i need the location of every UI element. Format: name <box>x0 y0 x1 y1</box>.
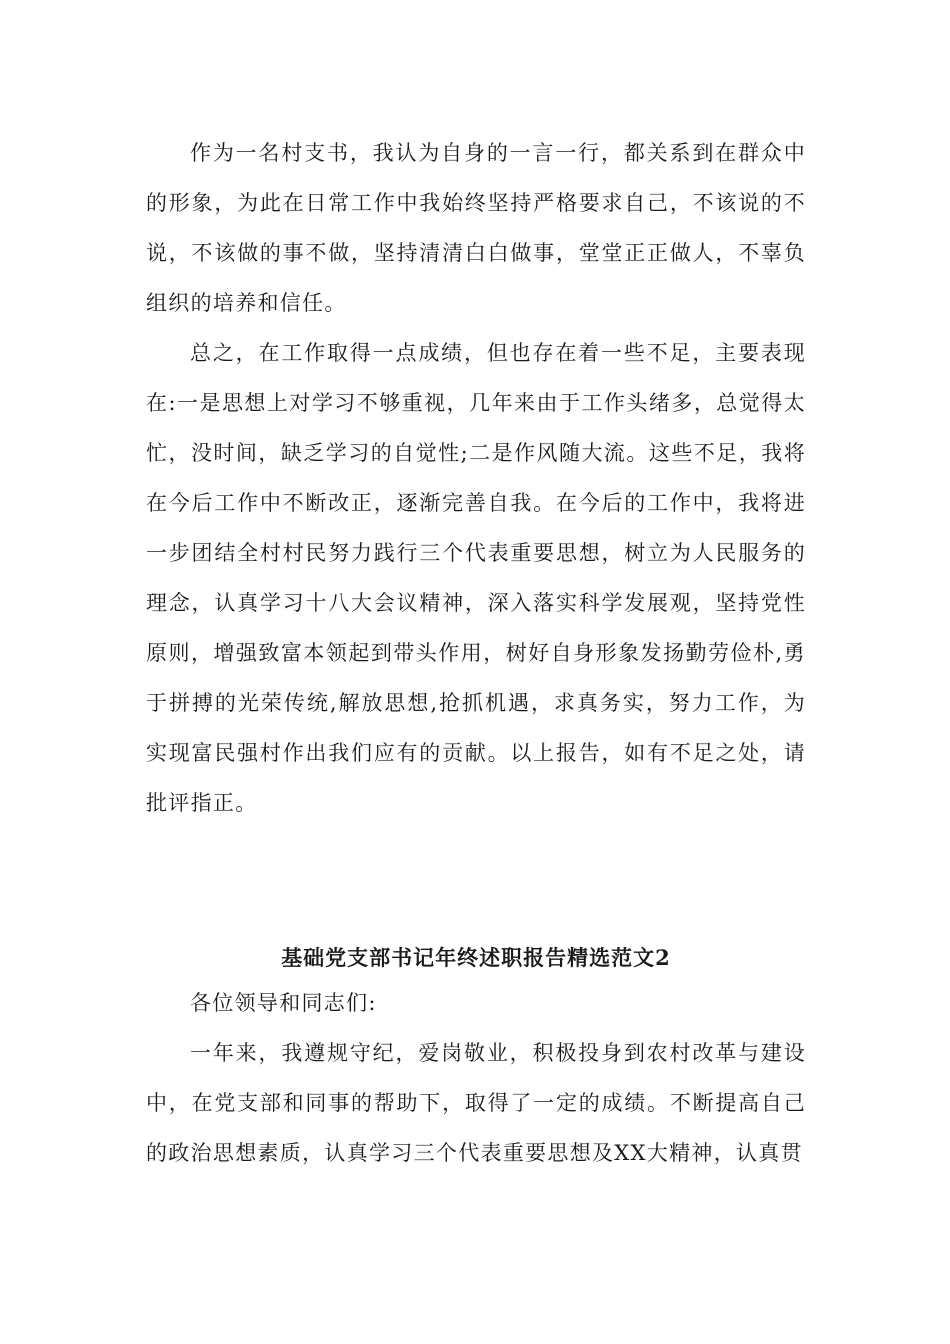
greeting-paragraph: 各位领导和同志们: <box>190 991 377 1015</box>
paragraph-2: 总之，在工作取得一点成绩，但也存在着一些不足，主要表现在:一是思想上对学习不够重视，几年来由于工作头绪多，总觉得太忙，没时间，缺乏学习的自觉性;二是作风随大流。这些不足，我将在今后工作中不断改正，逐渐完善自我。在今后的工作中，我将进一步团结全村村民努力践行三个代表重要思想，树立为人民服务的理念，认真学习十八大会议精神，深入落实科学发展观，坚持党性原则，增强致富本领起到带头作用，树好自身形象发扬勤劳俭朴,勇于拼搏的光荣传统,解放思想,抢抓机遇，求真务实，努力工作，为实现富民强村作出我们应有的贡献。以上报告，如有不足之处，请批评指正。 <box>146 341 806 815</box>
paragraph-3: 一年来，我遵规守纪，爱岗敬业，积极投身到农村改革与建设中，在党支部和同事的帮助下，取得了一定的成绩。不断提高自己的政治思想素质，认真学习三个代表重要思想及XX大精神，认真贯 <box>146 1041 806 1165</box>
paragraph-1: 作为一名村支书，我认为自身的一言一行，都关系到在群众中的形象，为此在日常工作中我始终坚持严格要求自己，不该说的不说，不该做的事不做，坚持清清白白做事，堂堂正正做人，不辜负组织的培养和信任。 <box>146 141 806 315</box>
document-page <box>146 128 806 1165</box>
section-title: 基础党支部书记年终述职报告精选范文2 <box>281 945 671 970</box>
